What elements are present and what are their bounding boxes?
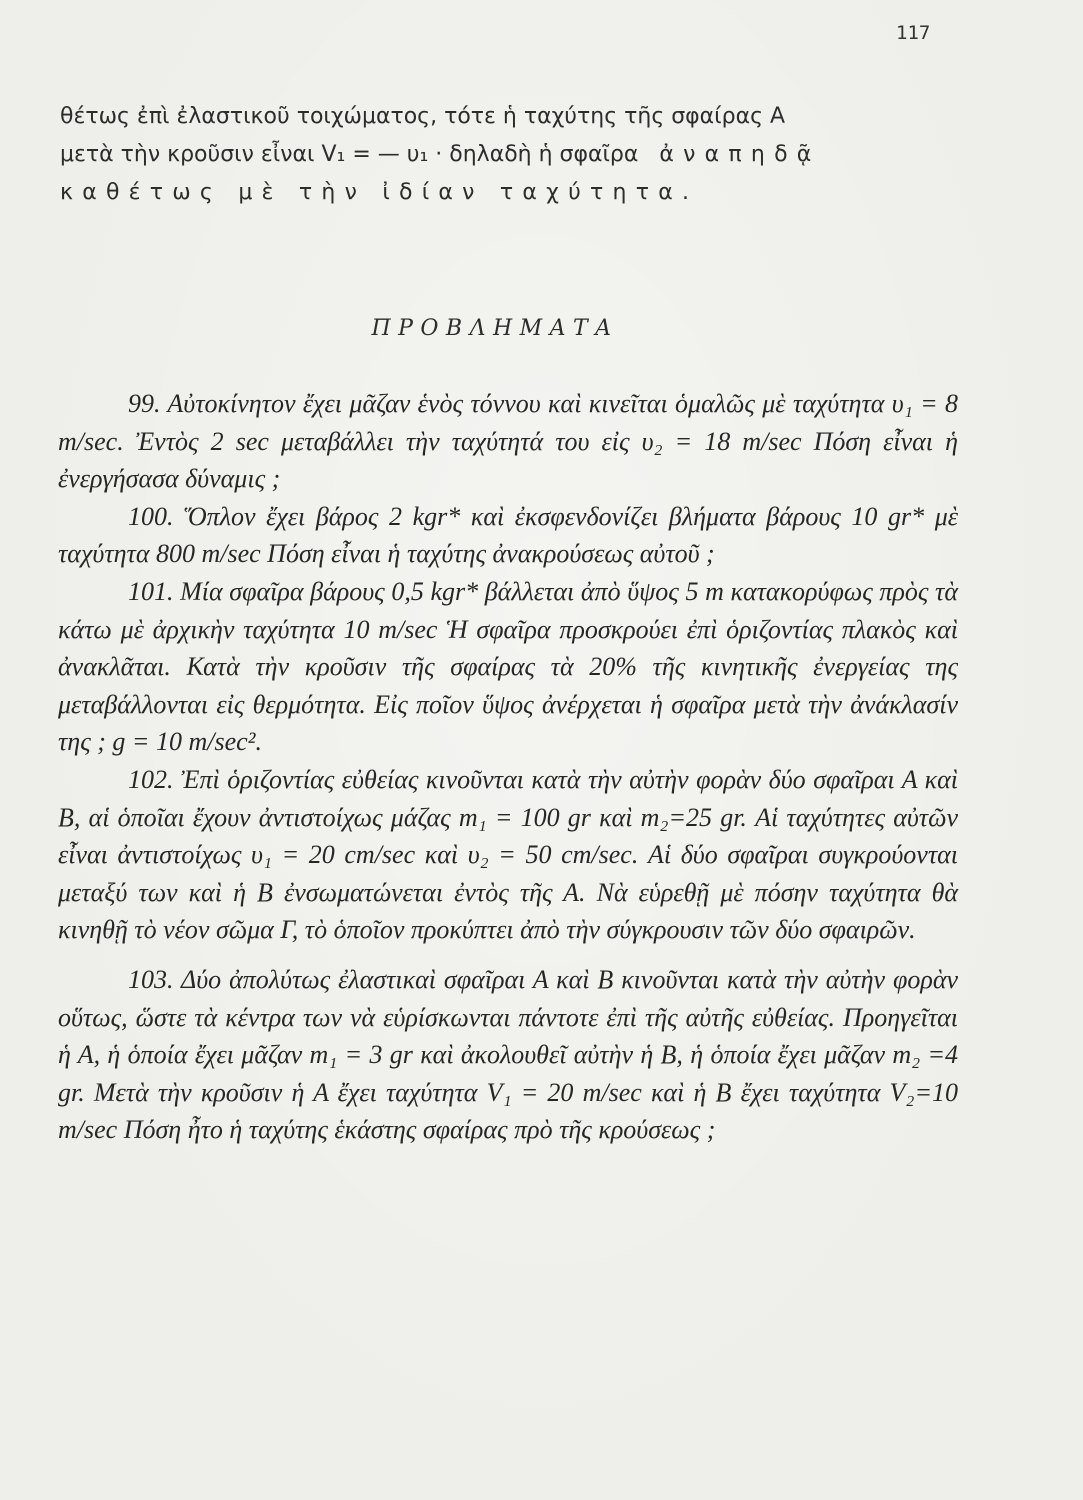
page-number: 117	[896, 22, 931, 44]
problem-number: 103.	[128, 964, 174, 994]
problem-number: 101.	[128, 576, 174, 606]
intro-paragraph	[60, 98, 940, 212]
intro-line-2-spaced: ἀναπηδᾷ	[659, 142, 821, 167]
problem-text: Μία σφαῖρα βάρους 0,5 kgr* βάλλεται ἀπὸ ὕψος 5 m κατακορύφως πρὸς τὰ κάτω μὲ ἀρχικὴν ταχύτητα 10 m/sec Ἡ σφαῖρα προσκρούει ἐπὶ ὁριζοντίας πλακὸς καὶ ἀνακλᾶται. Κατὰ τὴν κροῦσιν τῆς σφαίρας τὰ 20% τῆς κινητικῆς ἐνεργείας της μεταβάλλονται εἰς θερμότητα. Εἰς ποῖον ὕψος ἀνέρχεται ἡ σφαῖρα μετὰ τὴν ἀνάκλασίν της ; g = 10 m/sec².	[58, 576, 959, 757]
problems-list	[58, 385, 958, 1149]
problem-item	[58, 498, 958, 573]
problem-item	[58, 961, 958, 1149]
intro-line-1: θέτως ἐπὶ ἐλαστικοῦ τοιχώματος, τότε ἡ ταχύτης τῆς σφαίρας Α	[60, 104, 786, 129]
intro-line-3: καθέτως μὲ τὴν ἰδίαν ταχύτητα.	[60, 180, 699, 205]
problem-text: Ἐπὶ ὁριζοντίας εὐθείας κινοῦνται κατὰ τὴν αὐτὴν φορὰν δύο σφαῖραι Α καὶ Β, αἱ ὁποῖαι ἔχουν ἀντιστοίχως μάζας m₁ = 100 gr καὶ m₂=25 gr. Αἱ ταχύτητες αὐτῶν εἶναι ἀντιστοίχως υ₁ = 20 cm/sec καὶ υ₂ = 50 cm/sec. Αἱ δύο σφαῖραι συγκρούονται μεταξύ των καὶ ἡ Β ἐνσωματώνεται ἐντὸς τῆς Α. Νὰ εὑρεθῇ μὲ πόσην ταχύτητα θὰ κινηθῇ τὸ νέον σῶμα Γ, τὸ ὁποῖον προκύπτει ἀπὸ τὴν σύγκρουσιν τῶν δύο σφαιρῶν.	[58, 764, 958, 945]
intro-line-2	[60, 136, 940, 174]
problem-item	[58, 573, 958, 761]
problem-number: 102.	[128, 764, 174, 794]
problem-text: Ὅπλον ἔχει βάρος 2 kgr* καὶ ἐκσφενδονίζει βλήματα βάρους 10 gr* μὲ ταχύτητα 800 m/sec Πόση εἶναι ἡ ταχύτης ἀνακρούσεως αὐτοῦ ;	[58, 501, 959, 569]
section-heading: ΠΡΟΒΛΗΜΑΤΑ	[371, 316, 619, 341]
problem-item	[58, 385, 958, 498]
problem-item	[58, 761, 958, 949]
problem-text: Αὐτοκίνητον ἔχει μᾶζαν ἑνὸς τόννου καὶ κινεῖται ὁμαλῶς μὲ ταχύτητα υ₁ = 8 m/sec. Ἐντὸς 2 sec μεταβάλλει τὴν ταχύτητά του εἰς υ₂ = 18 m/sec Πόση εἶναι ἡ ἐνεργήσασα δύναμις ;	[58, 389, 959, 494]
problem-number: 100.	[128, 501, 174, 531]
problem-text: Δύο ἀπολύτως ἐλαστικαὶ σφαῖραι Α καὶ Β κινοῦνται κατὰ τὴν αὐτὴν φορὰν οὕτως, ὥστε τὰ κέντρα των νὰ εὑρίσκωνται πάντοτε ἐπὶ τῆς αὐτῆς εὐθείας. Προηγεῖται ἡ Α, ἡ ὁποία ἔχει μᾶζαν m₁ = 3 gr καὶ ἀκολουθεῖ αὐτὴν ἡ Β, ἡ ὁποία ἔχει μᾶζαν m₂ =4 gr. Μετὰ τὴν κροῦσιν ἡ Α ἔχει ταχύτητα V₁ = 20 m/sec καὶ ἡ Β ἔχει ταχύτητα V₂=10 m/sec Πόση ἦτο ἡ ταχύτης ἑκάστης σφαίρας πρὸ τῆς κρούσεως ;	[58, 964, 959, 1145]
intro-line-2-main: μετὰ τὴν κροῦσιν εἶναι V₁ = — υ₁ · δηλαδὴ ἡ σφαῖρα	[60, 142, 639, 167]
problem-number: 99.	[128, 389, 161, 418]
